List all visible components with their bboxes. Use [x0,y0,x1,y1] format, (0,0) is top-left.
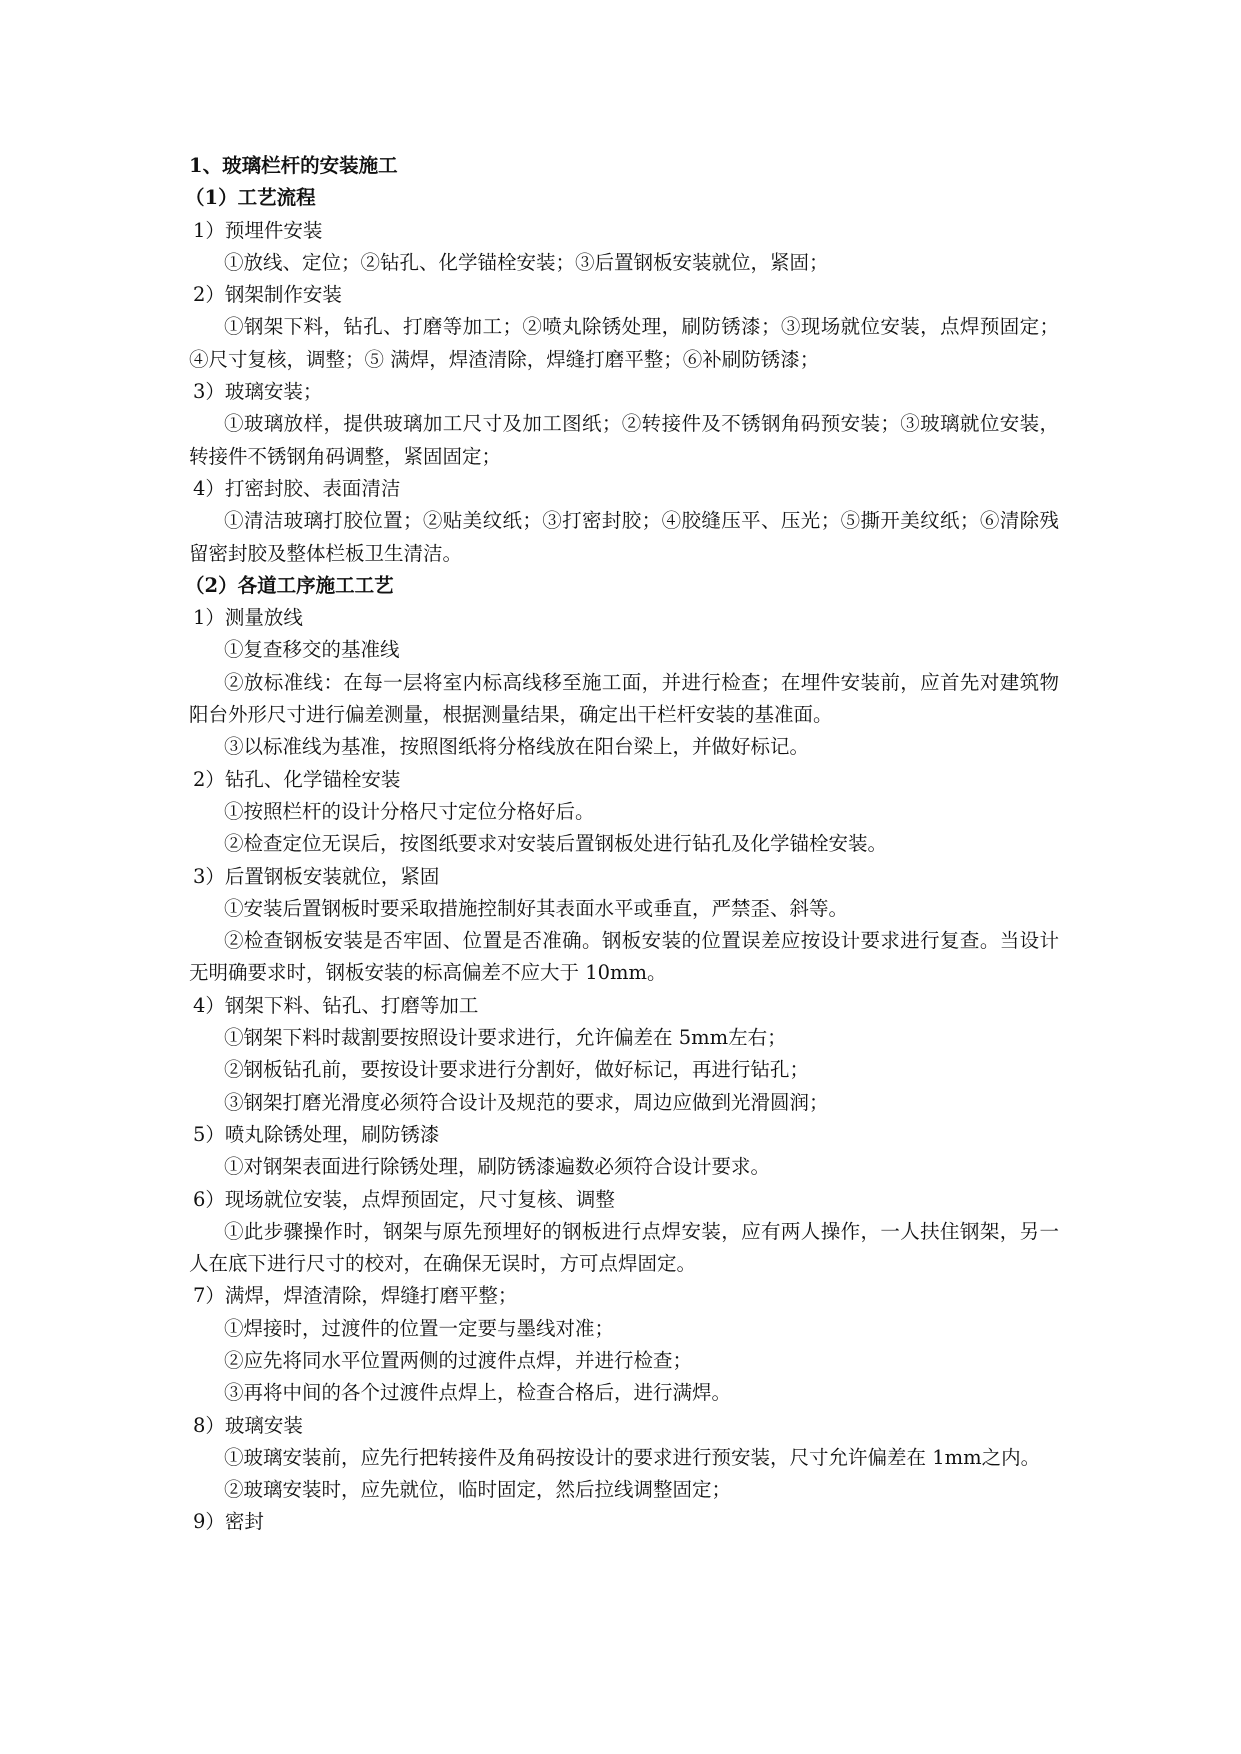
step-item: ①此步骤操作时，钢架与原先预埋好的钢板进行点焊安装，应有两人操作，一人扶住钢架，另一人在底下进行尺寸的校对，在确保无误时，方可点焊固定。 [189,1219,1059,1276]
step-heading: 7）满焊，焊渣清除，焊缝打磨平整； [193,1284,518,1308]
step-item: ①清洁玻璃打胶位置；②贴美纹纸；③打密封胶；④胶缝压平、压光；⑤撕开美纹纸；⑥清除残留密封胶及整体栏板卫生清洁。 [189,509,1059,565]
step-item: ②应先将同水平位置两侧的过渡件点焊，并进行检查； [224,1348,693,1372]
step-heading: 9）密封 [193,1510,264,1534]
step-item: ①钢架下料时裁割要按照设计要求进行，允许偏差在 5mm左右； [224,1026,787,1050]
step-heading: 2）钻孔、化学锚栓安装 [193,767,401,791]
step-item: ③再将中间的各个过渡件点焊上，检查合格后，进行满焊。 [224,1381,732,1405]
section-heading: （1）工艺流程 [185,186,316,210]
step-heading: 3）玻璃安装； [193,380,323,404]
step-heading: 6）现场就位安装，点焊预固定，尺寸复核、调整 [193,1187,615,1211]
section-heading: （2）各道工序施工工艺 [185,573,394,597]
step-item: ③以标准线为基准，按照图纸将分格线放在阳台梁上，并做好标记。 [224,735,810,759]
step-item: ②钢板钻孔前，要按设计要求进行分割好，做好标记，再进行钻孔； [224,1058,810,1082]
step-heading: 2）钢架制作安装 [193,283,342,307]
step-heading: 1）测量放线 [193,606,303,630]
step-heading: 8）玻璃安装 [193,1413,303,1437]
step-item: ②检查钢板安装是否牢固、位置是否准确。钢板安装的位置误差应按设计要求进行复查。当设计无明确要求时，钢板安装的标高偏差不应大于 10mm。 [189,929,1059,985]
step-item: ②玻璃安装时，应先就位，临时固定，然后拉线调整固定； [224,1478,732,1502]
step-heading: 4）打密封胶、表面清洁 [193,476,401,500]
step-item: ②放标准线：在每一层将室内标高线移至施工面，并进行检查；在埋件安装前，应首先对建筑物阳台外形尺寸进行偏差测量，根据测量结果，确定出干栏杆安装的基准面。 [189,670,1059,727]
step-item: ①焊接时，过渡件的位置一定要与墨线对准； [224,1316,615,1340]
step-item: ①钢架下料，钻孔、打磨等加工；②喷丸除锈处理，刷防锈漆；③现场就位安装，点焊预固定；④尺寸复核，调整；⑤ 满焊，焊渣清除，焊缝打磨平整；⑥补刷防锈漆； [189,315,1059,371]
step-item: ①对钢架表面进行除锈处理，刷防锈漆遍数必须符合设计要求。 [224,1155,771,1179]
step-heading: 3）后置钢板安装就位，紧固 [193,864,440,888]
step-heading: 4）钢架下料、钻孔、打磨等加工 [193,993,479,1017]
step-item: ①按照栏杆的设计分格尺寸定位分格好后。 [224,799,595,823]
document-body [185,150,1059,1539]
step-item: ①放线、定位；②钻孔、化学锚栓安装；③后置钢板安装就位，紧固； [224,250,829,274]
step-item: ①玻璃放样，提供玻璃加工尺寸及加工图纸；②转接件及不锈钢角码预安装；③玻璃就位安装，转接件不锈钢角码调整，紧固固定； [189,412,1059,468]
step-heading: 5）喷丸除锈处理，刷防锈漆 [193,1122,440,1146]
document-title: 1、玻璃栏杆的安装施工 [189,154,398,177]
step-item: ①复查移交的基准线 [224,638,400,662]
step-item: ②检查定位无误后，按图纸要求对安装后置钢板处进行钻孔及化学锚栓安装。 [224,832,888,856]
step-item: ③钢架打磨光滑度必须符合设计及规范的要求，周边应做到光滑圆润； [224,1090,829,1114]
step-item: ①玻璃安装前，应先行把转接件及角码按设计的要求进行预安装，尺寸允许偏差在 1mm之内。 [224,1445,1041,1469]
step-heading: 1）预埋件安装 [193,218,323,242]
step-item: ①安装后置钢板时要采取措施控制好其表面水平或垂直，严禁歪、斜等。 [224,896,849,920]
